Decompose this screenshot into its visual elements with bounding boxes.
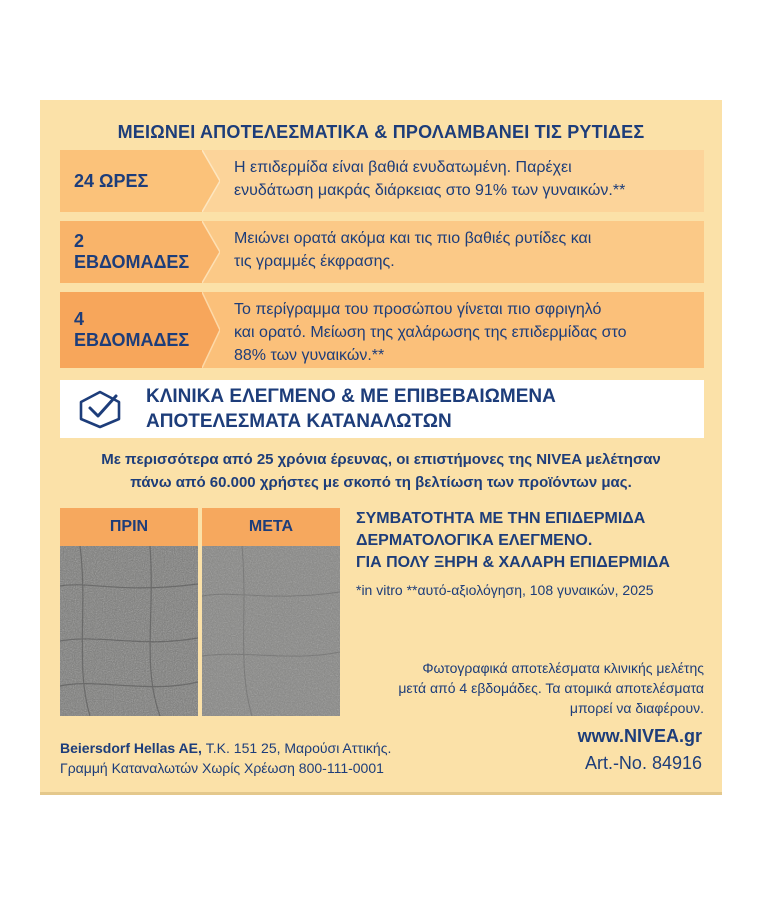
photo-disclaimer: Φωτογραφικά αποτελέσματα κλινικής μελέτης μετά από 4 εβδομάδες. Τα ατομικά αποτελέσματα μπορεί να διαφέρουν. [398,660,704,716]
clinical-tested-banner [60,380,704,438]
website-link[interactable]: www.NIVEA.gr [577,726,702,746]
footnote: *in vitro **αυτό-αξιολόγηση, 108 γυναικών, 2025 [356,582,654,598]
benefit-label: 24 ΩΡΕΣ [60,150,202,212]
claims-column [356,508,706,598]
chevron-divider [202,292,220,368]
benefit-row-4w [60,292,704,368]
skin-before-image [60,546,198,716]
benefit-text: Το περίγραμμα του προσώπου γίνεται πιο σφριγηλό και ορατό. Μείωση της χαλάρωσης της επιδερμίδας στο 88% των γυναικών.** [220,292,704,368]
after-photo [202,508,340,716]
company-name: Beiersdorf Hellas AE, [60,740,202,756]
skin-after-image [202,546,340,716]
benefit-label: 4 ΕΒΔΟΜΑΔΕΣ [60,292,202,368]
after-label: ΜΕΤΑ [202,508,340,546]
clinical-tested-text: ΚΛΙΝΙΚΑ ΕΛΕΓΜΕΝΟ & ΜΕ ΕΠΙΒΕΒΑΙΩΜΕΝΑ ΑΠΟΤΕΛΕΣΜΑΤΑ ΚΑΤΑΝΑΛΩΤΩΝ [146,386,556,432]
website-block [578,726,702,774]
headline: ΜΕΙΩΝΕΙ ΑΠΟΤΕΛΕΣΜΑΤΙΚΑ & ΠΡΟΛΑΜΒΑΝΕΙ ΤΙΣ ΡΥΤΙΔΕΣ [117,122,645,142]
chevron-divider [202,150,220,212]
benefit-row-2w [60,221,704,283]
company-address: Beiersdorf Hellas AE, Τ.Κ. 151 25, Μαρούσι Αττικής. Γραμμή Καταναλωτών Χωρίς Χρέωση 800-111-0001 [60,740,392,776]
chevron-divider [202,221,220,283]
package-panel [40,100,722,795]
article-number: Art.-No. 84916 [584,753,702,773]
benefit-text: Η επιδερμίδα είναι βαθιά ενυδατωμένη. Παρέχει ενυδάτωση μακράς διάρκειας στο 91% των γυναικών.** [220,150,704,212]
benefit-text: Μειώνει ορατά ακόμα και τις πιο βαθιές ρυτίδες και τις γραμμές έκφρασης. [220,221,704,283]
before-photo [60,508,198,716]
consumer-line: Γραμμή Καταναλωτών Χωρίς Χρέωση 800-111-0001 [60,760,384,776]
shield-check-icon [76,389,124,429]
skin-claims: ΣΥΜΒΑΤΟΤΗΤΑ ΜΕ ΤΗΝ ΕΠΙΔΕΡΜΙΔΑ ΔΕΡΜΑΤΟΛΟΓΙΚΑ ΕΛΕΓΜΕΝΟ. ΓΙΑ ΠΟΛΥ ΞΗΡΗ & ΧΑΛΑΡΗ ΕΠΙΔΕΡΜΙΔΑ [356,510,670,571]
before-label: ΠΡΙΝ [60,508,198,546]
benefit-label: 2 ΕΒΔΟΜΑΔΕΣ [60,221,202,283]
benefit-row-24h [60,150,704,212]
research-statement: Με περισσότερα από 25 χρόνια έρευνας, οι επιστήμονες της NIVEA μελέτησαν πάνω από 60.000 χρήστες με σκοπό τη βελτίωση των προϊόντων μας. [101,451,661,491]
